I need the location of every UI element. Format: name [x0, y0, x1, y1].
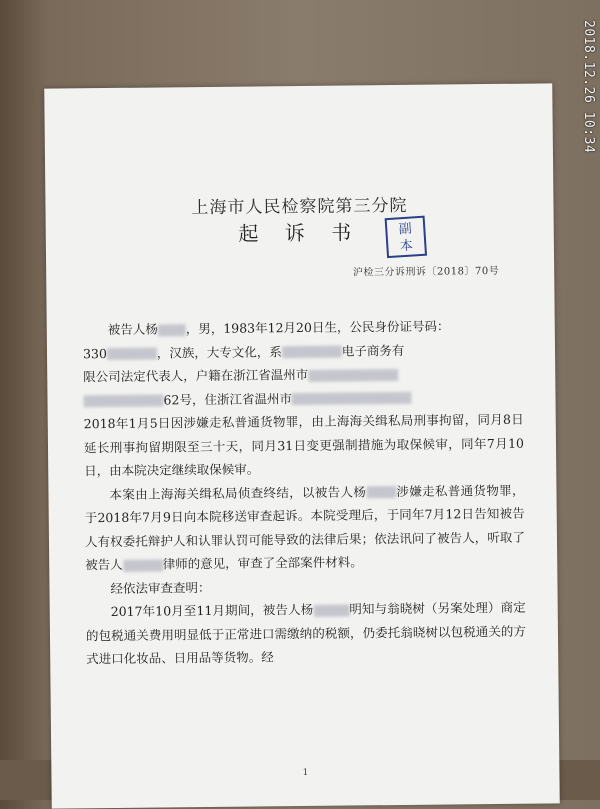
document-number: 沪检三分诉刑诉〔2018〕70号	[352, 265, 500, 279]
text-run: 电子商务有	[341, 342, 405, 359]
redaction	[83, 394, 163, 407]
redaction	[292, 392, 412, 405]
redaction	[308, 368, 398, 381]
text-run: 明知与翁晓树（另案处理）商定的包税通关费用明显低于正常进口需缴纳的税额，仍委托翁晓树以包税通关的方式进口化妆品、日用品等货物。经	[85, 599, 527, 667]
text-run: 本案由上海海关缉私局侦查终结，以被告人杨	[109, 483, 367, 502]
text-run: ，男，1983年12月20日生，公民身份证号码：	[185, 318, 450, 337]
stamp-char-2: 本	[399, 238, 414, 255]
copy-stamp	[385, 216, 427, 258]
redaction	[107, 348, 157, 361]
stamp-char-1: 副	[398, 221, 413, 238]
document-title: 起 诉 书	[238, 220, 362, 246]
paragraph-defendant-info	[83, 314, 525, 483]
text-run: 2018年1月5日因涉嫌走私普通货物罪，由上海海关缉私局刑事拘留，同月8日延长刑事拘留期限至三十天，同月31日变更强制措施为取保候审，同年7月10日，由本院决定继续取保候审。	[83, 411, 525, 479]
redaction	[366, 486, 396, 498]
text-run: 2017年10月至11月期间，被告人杨	[110, 601, 314, 620]
redaction	[123, 559, 163, 571]
paragraph-case-procedure	[84, 478, 525, 577]
page-number: 1	[302, 767, 309, 779]
text-run: 330	[82, 345, 107, 361]
redaction	[158, 324, 186, 336]
issuing-organization: 上海市人民检察院第三分院	[191, 195, 408, 219]
redaction	[282, 346, 342, 359]
text-run: 限公司法定代表人，户籍在浙江省温州市	[83, 366, 309, 385]
document-page	[44, 83, 560, 808]
text-run: 62号，住浙江省温州市	[163, 390, 292, 407]
text-run: 律师的意见，审查了全部案件材料。	[162, 554, 363, 572]
document-body	[83, 314, 527, 671]
text-run: 被告人杨	[107, 321, 158, 338]
paragraph-findings-heading: 经依法审查查明：	[110, 579, 211, 596]
paragraph-facts	[86, 596, 527, 671]
text-run: ，汉族，大专文化，系	[156, 343, 282, 361]
photo-timestamp: 2018.12.26 10:34	[581, 20, 596, 154]
redaction	[313, 604, 349, 616]
text-run: 涉嫌走私普通货物罪，于2018年7月9日向本院移送审查起诉。本院受理后，于同年7月12日告知被告人有权委托辩护人和认罪认罚可能导致的法律后果；依法讯问了被告人，听取了被告人	[84, 482, 526, 573]
